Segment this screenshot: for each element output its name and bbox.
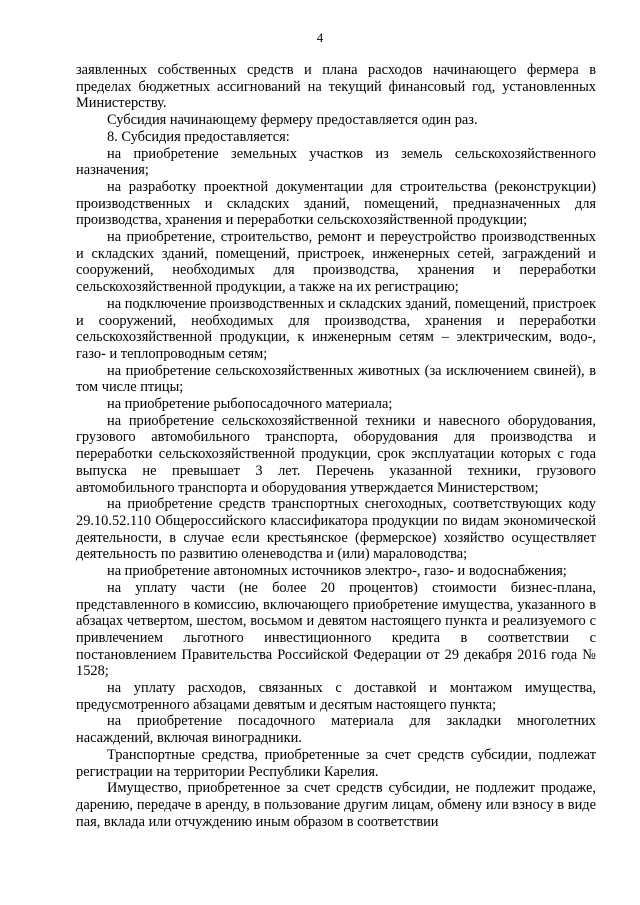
paragraph: на приобретение средств транспортных снегоходных, соответствующих коду 29.10.52.110 Общероссийского классификатора продукции по видам экономической деятельности, в случае если крестьянское (фермерское) хозяйство осуществляет деятельность по развитию оленеводства и (или) мараловодства; [76,496,596,563]
paragraph: на подключение производственных и складских зданий, помещений, пристроек и сооружений, необходимых для производства, хранения и переработки сельскохозяйственной продукции, к инженерным сетям – электрическим, водо-, газо- и теплопроводным сетям; [76,295,596,362]
paragraph: на приобретение посадочного материала для закладки многолетних насаждений, включая виноградники. [76,713,596,747]
paragraph: на приобретение автономных источников электро-, газо- и водоснабжения; [107,563,567,580]
paragraph: на уплату расходов, связанных с доставкой и монтажом имущества, предусмотренного абзацами девятым и десятым настоящего пункта; [76,680,596,713]
document-body [76,62,596,830]
paragraph: на приобретение рыбопосадочного материала; [107,396,393,413]
paragraph: на приобретение сельскохозяйственной техники и навесного оборудования, грузового автомобильного транспорта, оборудования для производства и переработки сельскохозяйственной продукции, срок эксплуатации которых с года выпуска не превышает 3 лет. Перечень указанной техники, грузового автомобильного транспорта и оборудования утверждается Министерством; [76,412,596,496]
paragraph: на уплату части (не более 20 процентов) стоимости бизнес-плана, представленного в комиссию, включающего приобретение имущества, указанного в абзацах четвертом, шестом, восьмом и девятом настоящего пункта и реализуемого с привлечением льготного инвестиционного кредита в соответствии с постановлением Правительства Российской Федерации от 29 декабря 2016 года № 1528; [76,579,596,680]
paragraph: Имущество, приобретенное за счет средств субсидии, не подлежит продаже, дарению, передаче в аренду, в пользование другим лицам, обмену или взносу в виде пая, вклада или отчуждению иным образом в соответствии [76,780,596,830]
paragraph: 8. Субсидия предоставляется: [107,128,290,145]
paragraph: Транспортные средства, приобретенные за счет средств субсидии, подлежат регистрации на территории Республики Карелия. [76,746,596,780]
paragraph-continuation: заявленных собственных средств и плана расходов начинающего фермера в пределах бюджетных ассигнований на текущий финансовый год, установленных Министерству. [76,62,596,112]
paragraph: на приобретение, строительство, ремонт и переустройство производственных и складских зданий, помещений, пристроек, инженерных сетей, заграждений и сооружений, необходимых для производства, хранения и переработки сельскохозяйственной продукции, а также на их регистрацию; [76,229,596,296]
page-number: 4 [316,30,324,45]
paragraph: на разработку проектной документации для строительства (реконструкции) производственных и складских зданий, помещений, предназначенных для производства, хранения и переработки сельскохозяйственной продукции; [76,178,596,229]
paragraph: на приобретение сельскохозяйственных животных (за исключением свиней), в том числе птицы; [76,362,596,396]
paragraph: на приобретение земельных участков из земель сельскохозяйственного назначения; [76,145,596,179]
paragraph: Субсидия начинающему фермеру предоставляется один раз. [107,112,478,129]
